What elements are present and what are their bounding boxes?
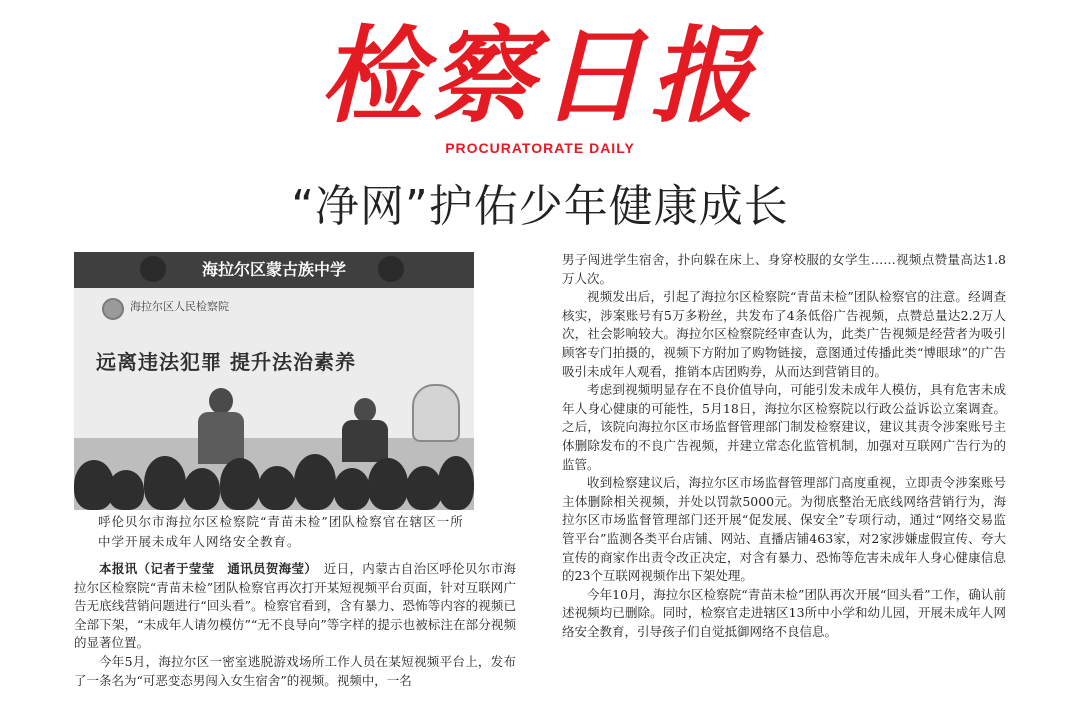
photo-caption: 呼伦贝尔市海拉尔区检察院“青苗未检”团队检察官在辖区一所中学开展未成年人网络安全教育。 [98,514,464,549]
procuratorate-emblem-icon [102,298,124,320]
article-column-left [74,560,516,690]
article-column-right [562,251,1006,641]
audience-crowd [74,452,474,510]
masthead-title: 检察日报 [319,14,760,137]
article-paragraph [74,560,516,653]
article-paragraph: 收到检察建议后，海拉尔区市场监督管理部门高度重视，立即责令涉案账号主体删除相关视频，并处以罚款5000元。为彻底整治无底线网络营销行为，海拉尔区市场监督管理部门还开展“促发展、保安全”专项行动，通过“网络交易监管平台”监测各类平台店铺、网站、直播店铺463家，对2家涉嫌虚假宣传、夸大宣传的商家作出责令改正决定，对含有暴力、恐怖等危害未成年人身心健康信息的23个互联网视频作出下架处理。 [562,475,1006,584]
article-byline: 本报讯（记者于莹莹 通讯员贺海莹） [99,561,311,576]
screen-org-name: 海拉尔区人民检察院 [130,300,229,313]
news-photo [74,252,474,510]
article-paragraph: 考虑到视频明显存在不良价值导向，可能引发未成年人模仿，具有危害未成年人身心健康的可能性，5月18日，海拉尔区检察院以行政公益诉讼立案调查。之后，该院向海拉尔区市场监督管理部门制发检察建议，建议其责令涉案账号主体删除发布的不良广告视频，并建立常态化监管机制，加强对互联网广告行为的监管。 [562,382,1006,472]
article-headline: “净网”护佑少年健康成长 [291,181,789,232]
article-paragraph: 男子闯进学生宿舍，扑向躲在床上、身穿校服的女学生……视频点赞量高达1.8万人次。 [562,252,1006,286]
photo-banner-text: 海拉尔区蒙古族中学 [201,260,346,279]
masthead-subtitle: PROCURATORATE DAILY [445,140,635,156]
article-paragraph: 今年10月，海拉尔区检察院“青苗未检”团队再次开展“回头看”工作，确认前述视频均已删除。同时，检察官走进辖区13所中小学和幼儿园，开展未成年人网络安全教育，引导孩子们自觉抵御网络不良信息。 [562,586,1006,639]
masthead [0,14,1080,156]
screen-slogan: 远离违法犯罪 提升法治素养 [96,350,356,374]
article-paragraph-text: 近日，内蒙古自治区呼伦贝尔市海拉尔区检察院“青苗未检”团队检察官再次打开某短视频平台页面，针对互联网广告无底线营销问题进行“回头看”。检察官看到，含有暴力、恐怖等内容的视频已全部下架，“未成年人请勿模仿”“无不良导向”等字样的提示也被标注在部分视频的显著位置。 [74,561,516,651]
article-paragraph: 视频发出后，引起了海拉尔区检察院“青苗未检”团队检察官的注意。经调查核实，涉案账号有5万多粉丝，共发布了4条低俗广告视频，点赞总量达2.2万人次，社会影响较大。海拉尔区检察院经审查认为，此类广告视频是经营者为吸引顾客专门拍摄的，视频下方附加了购物链接，意图通过传播此类“博眼球”的广告吸引未成年人观看，推销本店团购券，从而达到营销目的。 [562,289,1006,379]
prosecutor-head [354,398,376,422]
speaker-head [209,388,233,414]
cartoon-figure-icon [412,384,460,442]
projection-screen [74,288,474,438]
article-paragraph: 今年5月，海拉尔区一密室逃脱游戏场所工作人员在某短视频平台上，发布了一条名为“可恶变态男闯入女生宿舍”的视频。视频中，一名 [74,653,516,688]
